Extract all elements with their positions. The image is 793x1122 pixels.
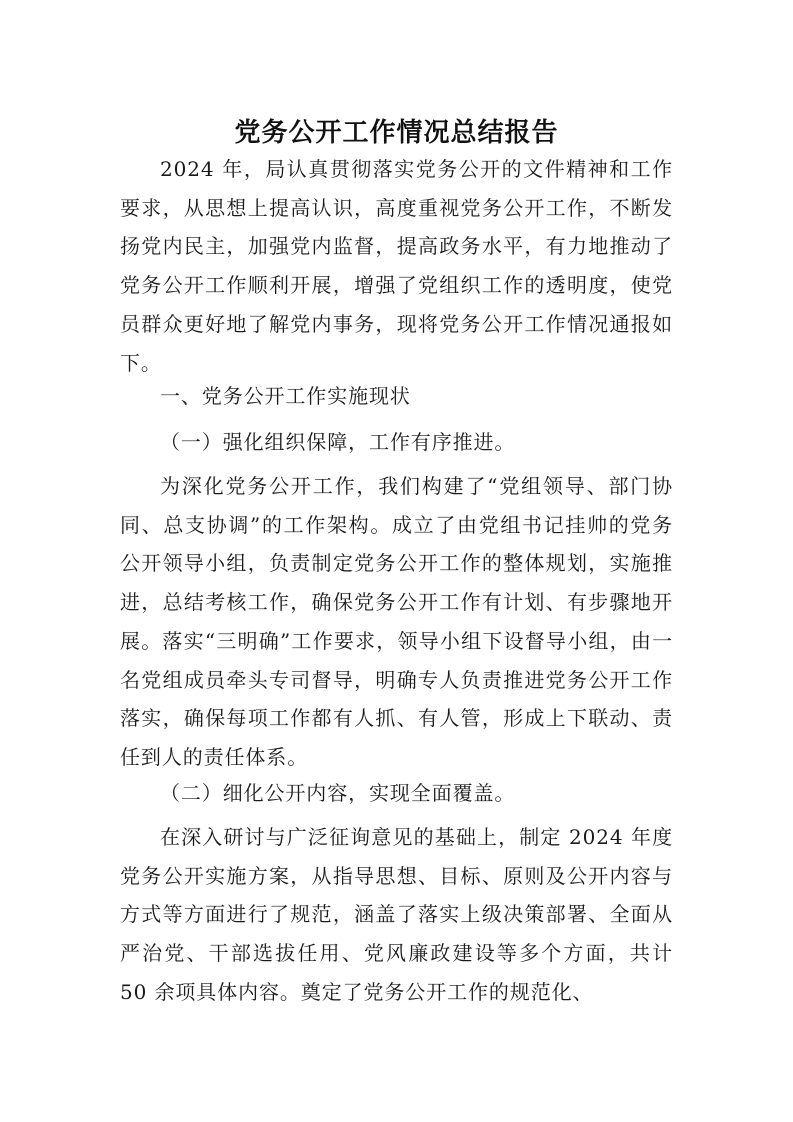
subsection-body-1: 为深化党务公开工作，我们构建了“党组领导、部门协同、总支协调”的工作架构。成立了由党组书记挂帅的党务公开领导小组，负责制定党务公开工作的整体规划，实施推进，总结考核工作，确保党务公开工作有计划、有步骤地开展。落实“三明确”工作要求，领导小组下设督导小组，由一名党组成员牵头专司督导，明确专人负责推进党务公开工作落实，确保每项工作都有人抓、有人管，形成上下联动、责任到人的责任体系。 <box>120 474 673 769</box>
subsection-heading-1: （一）强化组织保障，工作有序推进。 <box>160 430 516 454</box>
section-heading: 一、党务公开工作实施现状 <box>160 384 411 408</box>
subsection-heading-2: （二）细化公开内容，实现全面覆盖。 <box>160 781 516 805</box>
subsection-body-2: 在深入研讨与广泛征询意见的基础上，制定 2024 年度党务公开实施方案，从指导思想、目标、原则及公开内容与方式等方面进行了规范，涵盖了落实上级决策部署、全面从严治党、干部选拔任用、党风廉政建设等多个方面，共计 50 余项具体内容。奠定了党务公开工作的规范化、 <box>120 825 673 1004</box>
document-title: 党务公开工作情况总结报告 <box>234 118 559 149</box>
intro-paragraph: 2024 年，局认真贯彻落实党务公开的文件精神和工作要求，从思想上提高认识，高度重视党务公开工作，不断发扬党内民主，加强党内监督，提高政务水平，有力地推动了党务公开工作顺利开展，增强了党组织工作的透明度，使党员群众更好地了解党内事务，现将党务公开工作情况通报如下。 <box>120 157 673 375</box>
